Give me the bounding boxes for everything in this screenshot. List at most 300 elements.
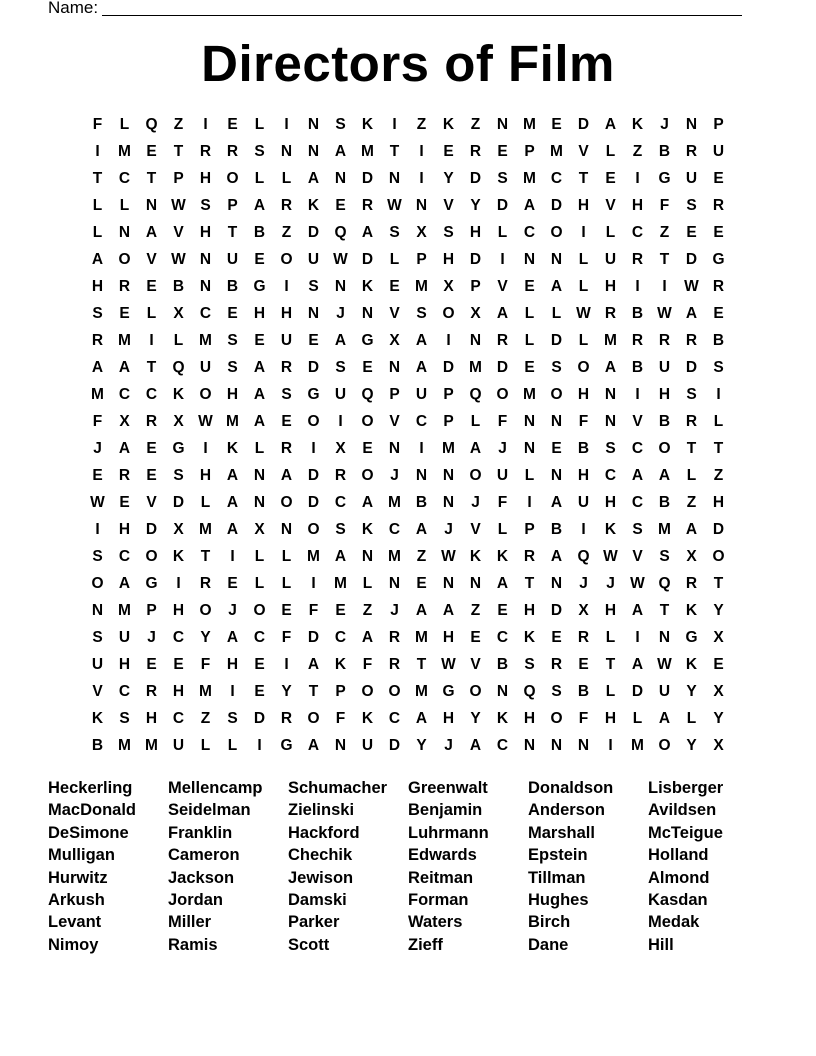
- grid-letter[interactable]: N: [658, 629, 671, 646]
- grid-letter[interactable]: R: [280, 359, 293, 376]
- grid-letter[interactable]: S: [254, 143, 265, 160]
- grid-letter[interactable]: C: [415, 413, 428, 430]
- grid-letter[interactable]: I: [284, 278, 289, 295]
- grid-letter[interactable]: P: [524, 521, 535, 538]
- grid-letter[interactable]: X: [173, 305, 184, 322]
- grid-letter[interactable]: A: [415, 332, 428, 349]
- grid-letter[interactable]: L: [200, 494, 211, 511]
- grid-letter[interactable]: U: [172, 737, 185, 754]
- grid-letter[interactable]: T: [659, 602, 670, 619]
- grid-letter[interactable]: N: [523, 251, 536, 268]
- grid-letter[interactable]: K: [307, 197, 320, 214]
- grid-letter[interactable]: Q: [145, 116, 158, 133]
- grid-letter[interactable]: P: [443, 413, 454, 430]
- grid-letter[interactable]: A: [307, 170, 320, 187]
- grid-letter[interactable]: J: [471, 494, 480, 511]
- grid-letter[interactable]: K: [334, 656, 347, 673]
- grid-letter[interactable]: N: [523, 440, 536, 457]
- grid-letter[interactable]: P: [713, 116, 724, 133]
- grid-letter[interactable]: R: [712, 197, 725, 214]
- grid-letter[interactable]: X: [416, 224, 427, 241]
- grid-letter[interactable]: I: [311, 440, 316, 457]
- grid-letter[interactable]: I: [446, 332, 451, 349]
- grid-letter[interactable]: B: [226, 278, 239, 295]
- grid-letter[interactable]: A: [226, 467, 239, 484]
- grid-letter[interactable]: E: [551, 629, 562, 646]
- grid-letter[interactable]: C: [334, 494, 347, 511]
- grid-letter[interactable]: A: [307, 656, 320, 673]
- grid-letter[interactable]: S: [686, 197, 697, 214]
- grid-letter[interactable]: Z: [416, 116, 427, 133]
- grid-letter[interactable]: D: [685, 359, 698, 376]
- grid-letter[interactable]: K: [361, 278, 374, 295]
- grid-letter[interactable]: N: [334, 278, 347, 295]
- grid-letter[interactable]: L: [92, 224, 103, 241]
- grid-letter[interactable]: K: [496, 710, 509, 727]
- grid-letter[interactable]: G: [307, 386, 320, 403]
- grid-letter[interactable]: J: [390, 467, 399, 484]
- grid-letter[interactable]: T: [578, 170, 589, 187]
- grid-letter[interactable]: U: [307, 251, 320, 268]
- grid-letter[interactable]: R: [226, 143, 239, 160]
- grid-letter[interactable]: M: [658, 521, 671, 538]
- grid-letter[interactable]: C: [496, 737, 509, 754]
- grid-letter[interactable]: Y: [470, 197, 481, 214]
- grid-letter[interactable]: E: [497, 602, 508, 619]
- grid-letter[interactable]: H: [226, 386, 239, 403]
- grid-letter[interactable]: N: [496, 116, 509, 133]
- grid-letter[interactable]: D: [685, 251, 698, 268]
- grid-letter[interactable]: N: [199, 278, 212, 295]
- grid-letter[interactable]: O: [307, 710, 320, 727]
- grid-letter[interactable]: L: [254, 548, 265, 565]
- grid-letter[interactable]: I: [635, 386, 640, 403]
- grid-letter[interactable]: O: [361, 467, 374, 484]
- grid-letter[interactable]: N: [442, 467, 455, 484]
- grid-letter[interactable]: N: [577, 737, 590, 754]
- grid-letter[interactable]: R: [550, 656, 563, 673]
- grid-letter[interactable]: O: [91, 575, 104, 592]
- grid-letter[interactable]: J: [147, 629, 156, 646]
- grid-letter[interactable]: A: [523, 197, 536, 214]
- grid-letter[interactable]: L: [92, 197, 103, 214]
- grid-letter[interactable]: W: [171, 197, 186, 214]
- grid-letter[interactable]: N: [442, 494, 455, 511]
- grid-letter[interactable]: N: [388, 575, 401, 592]
- grid-letter[interactable]: B: [415, 494, 428, 511]
- grid-letter[interactable]: M: [118, 143, 131, 160]
- grid-letter[interactable]: O: [199, 386, 212, 403]
- grid-letter[interactable]: A: [91, 251, 104, 268]
- grid-letter[interactable]: H: [442, 629, 455, 646]
- grid-letter[interactable]: X: [713, 737, 724, 754]
- grid-letter[interactable]: M: [388, 494, 401, 511]
- grid-letter[interactable]: D: [631, 683, 644, 700]
- grid-letter[interactable]: L: [281, 170, 292, 187]
- grid-letter[interactable]: R: [199, 143, 212, 160]
- grid-letter[interactable]: K: [361, 521, 374, 538]
- grid-letter[interactable]: H: [172, 602, 185, 619]
- grid-letter[interactable]: E: [416, 575, 427, 592]
- grid-letter[interactable]: N: [550, 467, 563, 484]
- grid-letter[interactable]: A: [226, 629, 239, 646]
- grid-letter[interactable]: I: [635, 170, 640, 187]
- grid-letter[interactable]: N: [469, 332, 482, 349]
- grid-letter[interactable]: N: [523, 413, 536, 430]
- grid-letter[interactable]: L: [605, 629, 616, 646]
- grid-letter[interactable]: E: [308, 332, 319, 349]
- grid-letter[interactable]: U: [91, 656, 104, 673]
- grid-letter[interactable]: D: [550, 332, 563, 349]
- grid-letter[interactable]: E: [713, 305, 724, 322]
- grid-letter[interactable]: B: [496, 656, 509, 673]
- grid-letter[interactable]: M: [118, 602, 131, 619]
- grid-letter[interactable]: H: [523, 710, 536, 727]
- grid-letter[interactable]: I: [662, 278, 667, 295]
- grid-letter[interactable]: E: [281, 602, 292, 619]
- grid-letter[interactable]: J: [498, 440, 507, 457]
- grid-letter[interactable]: B: [253, 224, 266, 241]
- grid-letter[interactable]: R: [145, 683, 158, 700]
- grid-letter[interactable]: T: [713, 575, 724, 592]
- grid-letter[interactable]: P: [416, 251, 427, 268]
- grid-letter[interactable]: M: [91, 386, 104, 403]
- grid-letter[interactable]: H: [145, 710, 158, 727]
- grid-letter[interactable]: K: [361, 710, 374, 727]
- grid-letter[interactable]: I: [527, 494, 532, 511]
- grid-letter[interactable]: U: [226, 251, 239, 268]
- grid-letter[interactable]: L: [146, 305, 157, 322]
- grid-letter[interactable]: H: [253, 305, 266, 322]
- grid-letter[interactable]: E: [551, 440, 562, 457]
- grid-letter[interactable]: F: [308, 602, 319, 619]
- grid-letter[interactable]: I: [230, 548, 235, 565]
- grid-letter[interactable]: L: [713, 413, 724, 430]
- grid-letter[interactable]: C: [604, 467, 617, 484]
- grid-letter[interactable]: U: [118, 629, 131, 646]
- grid-letter[interactable]: K: [442, 116, 455, 133]
- grid-letter[interactable]: L: [524, 305, 535, 322]
- grid-letter[interactable]: E: [524, 359, 535, 376]
- grid-letter[interactable]: H: [442, 710, 455, 727]
- grid-letter[interactable]: L: [578, 332, 589, 349]
- grid-letter[interactable]: U: [712, 143, 725, 160]
- grid-letter[interactable]: Y: [200, 629, 211, 646]
- grid-letter[interactable]: T: [659, 251, 670, 268]
- grid-letter[interactable]: I: [338, 413, 343, 430]
- grid-letter[interactable]: D: [496, 197, 509, 214]
- grid-letter[interactable]: Z: [173, 116, 184, 133]
- grid-letter[interactable]: L: [578, 251, 589, 268]
- grid-letter[interactable]: L: [605, 683, 616, 700]
- grid-letter[interactable]: O: [658, 737, 671, 754]
- grid-letter[interactable]: D: [442, 359, 455, 376]
- grid-letter[interactable]: X: [713, 683, 724, 700]
- grid-letter[interactable]: E: [362, 359, 373, 376]
- grid-letter[interactable]: E: [119, 494, 130, 511]
- grid-letter[interactable]: A: [496, 575, 509, 592]
- grid-letter[interactable]: K: [361, 116, 374, 133]
- grid-letter[interactable]: D: [361, 170, 374, 187]
- grid-letter[interactable]: Y: [470, 710, 481, 727]
- grid-letter[interactable]: E: [713, 224, 724, 241]
- grid-letter[interactable]: R: [577, 629, 590, 646]
- grid-letter[interactable]: C: [334, 629, 347, 646]
- grid-letter[interactable]: I: [284, 656, 289, 673]
- grid-letter[interactable]: W: [90, 494, 105, 511]
- grid-letter[interactable]: P: [443, 386, 454, 403]
- grid-letter[interactable]: K: [496, 548, 509, 565]
- grid-letter[interactable]: I: [581, 224, 586, 241]
- grid-letter[interactable]: A: [226, 494, 239, 511]
- grid-letter[interactable]: R: [388, 656, 401, 673]
- grid-letter[interactable]: E: [146, 143, 157, 160]
- grid-letter[interactable]: L: [281, 575, 292, 592]
- grid-letter[interactable]: A: [334, 332, 347, 349]
- grid-letter[interactable]: A: [253, 197, 266, 214]
- grid-letter[interactable]: M: [442, 440, 455, 457]
- grid-letter[interactable]: G: [685, 629, 698, 646]
- grid-letter[interactable]: R: [685, 413, 698, 430]
- grid-letter[interactable]: Y: [281, 683, 292, 700]
- grid-letter[interactable]: T: [416, 656, 427, 673]
- grid-letter[interactable]: O: [550, 224, 563, 241]
- grid-letter[interactable]: I: [419, 170, 424, 187]
- grid-letter[interactable]: G: [172, 440, 185, 457]
- grid-letter[interactable]: A: [442, 602, 455, 619]
- grid-letter[interactable]: D: [469, 170, 482, 187]
- grid-letter[interactable]: T: [227, 224, 238, 241]
- grid-letter[interactable]: A: [334, 143, 347, 160]
- grid-letter[interactable]: H: [604, 602, 617, 619]
- grid-letter[interactable]: T: [713, 440, 724, 457]
- grid-letter[interactable]: N: [442, 575, 455, 592]
- grid-letter[interactable]: F: [92, 116, 103, 133]
- grid-letter[interactable]: O: [361, 683, 374, 700]
- grid-letter[interactable]: A: [253, 413, 266, 430]
- grid-letter[interactable]: O: [199, 602, 212, 619]
- grid-letter[interactable]: H: [577, 467, 590, 484]
- grid-letter[interactable]: D: [172, 494, 185, 511]
- grid-letter[interactable]: O: [307, 413, 320, 430]
- grid-letter[interactable]: A: [334, 548, 347, 565]
- grid-letter[interactable]: I: [500, 251, 505, 268]
- grid-letter[interactable]: F: [335, 710, 346, 727]
- grid-letter[interactable]: Z: [416, 548, 427, 565]
- grid-letter[interactable]: R: [523, 548, 536, 565]
- grid-letter[interactable]: V: [470, 521, 481, 538]
- grid-letter[interactable]: O: [118, 251, 131, 268]
- grid-letter[interactable]: S: [524, 656, 535, 673]
- grid-letter[interactable]: R: [91, 332, 104, 349]
- grid-letter[interactable]: P: [470, 278, 481, 295]
- grid-letter[interactable]: V: [92, 683, 103, 700]
- grid-letter[interactable]: O: [469, 683, 482, 700]
- grid-letter[interactable]: G: [280, 737, 293, 754]
- grid-letter[interactable]: C: [631, 224, 644, 241]
- grid-letter[interactable]: R: [631, 251, 644, 268]
- grid-letter[interactable]: I: [95, 521, 100, 538]
- grid-letter[interactable]: P: [227, 197, 238, 214]
- grid-letter[interactable]: A: [631, 656, 644, 673]
- grid-letter[interactable]: W: [576, 305, 591, 322]
- grid-letter[interactable]: C: [388, 710, 401, 727]
- grid-letter[interactable]: Q: [523, 683, 536, 700]
- grid-letter[interactable]: I: [257, 737, 262, 754]
- grid-letter[interactable]: C: [523, 224, 536, 241]
- grid-letter[interactable]: L: [470, 413, 481, 430]
- grid-letter[interactable]: R: [280, 197, 293, 214]
- grid-letter[interactable]: L: [254, 440, 265, 457]
- grid-letter[interactable]: I: [716, 386, 721, 403]
- grid-letter[interactable]: S: [92, 305, 103, 322]
- grid-letter[interactable]: D: [361, 251, 374, 268]
- grid-letter[interactable]: N: [550, 251, 563, 268]
- grid-letter[interactable]: R: [118, 467, 131, 484]
- grid-letter[interactable]: A: [307, 737, 320, 754]
- grid-letter[interactable]: N: [388, 440, 401, 457]
- grid-letter[interactable]: E: [146, 278, 157, 295]
- grid-letter[interactable]: A: [550, 548, 563, 565]
- grid-letter[interactable]: H: [523, 602, 536, 619]
- grid-letter[interactable]: D: [388, 737, 401, 754]
- grid-letter[interactable]: R: [685, 143, 698, 160]
- grid-letter[interactable]: R: [361, 197, 374, 214]
- grid-letter[interactable]: G: [658, 170, 671, 187]
- grid-letter[interactable]: E: [254, 332, 265, 349]
- grid-letter[interactable]: H: [226, 656, 239, 673]
- grid-letter[interactable]: V: [443, 197, 454, 214]
- grid-letter[interactable]: U: [199, 359, 212, 376]
- grid-letter[interactable]: Y: [686, 737, 697, 754]
- grid-letter[interactable]: C: [631, 440, 644, 457]
- grid-letter[interactable]: L: [281, 548, 292, 565]
- grid-letter[interactable]: X: [686, 548, 697, 565]
- grid-letter[interactable]: R: [496, 332, 509, 349]
- grid-letter[interactable]: O: [469, 467, 482, 484]
- grid-letter[interactable]: E: [551, 116, 562, 133]
- grid-letter[interactable]: K: [226, 440, 239, 457]
- grid-letter[interactable]: O: [658, 440, 671, 457]
- grid-letter[interactable]: S: [281, 386, 292, 403]
- grid-letter[interactable]: K: [685, 602, 698, 619]
- grid-letter[interactable]: E: [254, 683, 265, 700]
- grid-letter[interactable]: N: [415, 467, 428, 484]
- grid-letter[interactable]: O: [226, 170, 239, 187]
- grid-letter[interactable]: X: [389, 332, 400, 349]
- grid-letter[interactable]: N: [307, 143, 320, 160]
- grid-letter[interactable]: M: [226, 413, 239, 430]
- grid-letter[interactable]: V: [389, 413, 400, 430]
- grid-letter[interactable]: J: [336, 305, 345, 322]
- grid-letter[interactable]: S: [497, 170, 508, 187]
- grid-letter[interactable]: Z: [686, 494, 697, 511]
- grid-letter[interactable]: C: [118, 548, 131, 565]
- grid-letter[interactable]: V: [497, 278, 508, 295]
- grid-letter[interactable]: B: [658, 494, 671, 511]
- grid-letter[interactable]: W: [333, 251, 348, 268]
- grid-letter[interactable]: Y: [713, 710, 724, 727]
- grid-letter[interactable]: A: [604, 359, 617, 376]
- grid-letter[interactable]: E: [713, 170, 724, 187]
- grid-letter[interactable]: M: [469, 359, 482, 376]
- grid-letter[interactable]: X: [335, 440, 346, 457]
- grid-letter[interactable]: O: [145, 548, 158, 565]
- grid-letter[interactable]: X: [578, 602, 589, 619]
- grid-letter[interactable]: G: [712, 251, 725, 268]
- grid-letter[interactable]: A: [550, 494, 563, 511]
- grid-letter[interactable]: M: [334, 575, 347, 592]
- grid-letter[interactable]: N: [307, 116, 320, 133]
- grid-letter[interactable]: L: [551, 305, 562, 322]
- grid-letter[interactable]: E: [497, 143, 508, 160]
- grid-letter[interactable]: S: [551, 683, 562, 700]
- grid-letter[interactable]: J: [390, 602, 399, 619]
- grid-letter[interactable]: E: [686, 224, 697, 241]
- grid-letter[interactable]: A: [118, 440, 131, 457]
- grid-letter[interactable]: Y: [713, 602, 724, 619]
- grid-letter[interactable]: R: [712, 278, 725, 295]
- grid-letter[interactable]: H: [199, 170, 212, 187]
- grid-letter[interactable]: N: [199, 251, 212, 268]
- grid-letter[interactable]: R: [199, 575, 212, 592]
- grid-letter[interactable]: C: [118, 386, 131, 403]
- grid-letter[interactable]: I: [203, 116, 208, 133]
- grid-letter[interactable]: S: [335, 359, 346, 376]
- grid-letter[interactable]: D: [577, 116, 590, 133]
- grid-letter[interactable]: R: [631, 332, 644, 349]
- grid-letter[interactable]: O: [361, 413, 374, 430]
- grid-letter[interactable]: W: [684, 278, 699, 295]
- grid-letter[interactable]: W: [171, 251, 186, 268]
- grid-letter[interactable]: H: [631, 197, 644, 214]
- grid-letter[interactable]: O: [712, 548, 725, 565]
- grid-letter[interactable]: E: [470, 629, 481, 646]
- grid-letter[interactable]: D: [307, 494, 320, 511]
- grid-letter[interactable]: I: [149, 332, 154, 349]
- grid-letter[interactable]: S: [416, 305, 427, 322]
- grid-letter[interactable]: E: [254, 656, 265, 673]
- grid-letter[interactable]: D: [145, 521, 158, 538]
- grid-letter[interactable]: G: [253, 278, 266, 295]
- grid-letter[interactable]: M: [523, 386, 536, 403]
- grid-letter[interactable]: K: [172, 386, 185, 403]
- grid-letter[interactable]: V: [632, 548, 643, 565]
- grid-letter[interactable]: W: [441, 656, 456, 673]
- grid-letter[interactable]: X: [173, 521, 184, 538]
- grid-letter[interactable]: Q: [469, 386, 482, 403]
- grid-letter[interactable]: H: [577, 386, 590, 403]
- grid-letter[interactable]: C: [388, 521, 401, 538]
- grid-letter[interactable]: N: [118, 224, 131, 241]
- grid-letter[interactable]: U: [658, 359, 671, 376]
- grid-letter[interactable]: D: [307, 467, 320, 484]
- grid-letter[interactable]: X: [173, 413, 184, 430]
- grid-letter[interactable]: B: [631, 359, 644, 376]
- grid-letter[interactable]: D: [307, 224, 320, 241]
- grid-letter[interactable]: L: [686, 467, 697, 484]
- grid-letter[interactable]: W: [387, 197, 402, 214]
- grid-letter[interactable]: T: [524, 575, 535, 592]
- grid-letter[interactable]: V: [146, 251, 157, 268]
- grid-letter[interactable]: U: [496, 467, 509, 484]
- grid-letter[interactable]: N: [550, 575, 563, 592]
- grid-letter[interactable]: Z: [200, 710, 211, 727]
- grid-letter[interactable]: M: [199, 332, 212, 349]
- grid-letter[interactable]: O: [253, 602, 266, 619]
- grid-letter[interactable]: R: [388, 629, 401, 646]
- grid-letter[interactable]: H: [604, 494, 617, 511]
